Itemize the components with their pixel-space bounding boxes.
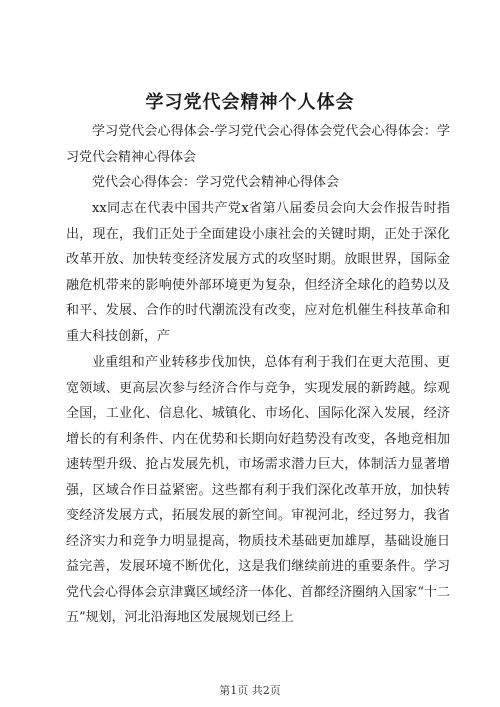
paragraph-1-block (66, 119, 450, 170)
paragraph-2: 党代会心得体会：学习党代会精神心得体会 (92, 175, 340, 190)
document-title: 学习党代会精神个人体会 (145, 92, 355, 113)
page-number-footer: 第1页 共2页 (219, 684, 281, 697)
paragraph-2-block (66, 170, 450, 196)
paragraph-4-block (66, 350, 450, 631)
paragraph-3: xx同志在代表中国共产党x省第八届委员会向大会作报告时指出，现在，我们正处于全面建设小康社会的关键时期，正处于深化改革开放、加快转变经济发展方式的攻坚时期。放眼世界，国际金融危机带来的影响使外部环境更为复杂，但经济全球化的趋势以及和平、发展、合作的时代潮流没有改变，应对危机催生科技革命和重大科技创新，产 (66, 201, 450, 344)
paragraph-4: 业重组和产业转移步伐加快，总体有利于我们在更大范围、更宽领域、更高层次参与经济合作与竞争，实现发展的新跨越。综观全国，工业化、信息化、城镇化、市场化、国际化深入发展，经济增长的有利条件、内在优势和长期向好趋势没有改变，各地竞相加速转型升级、抢占发展先机，市场需求潜力巨大，体制活力显著增强，区域合作日益紧密。这些都有利于我们深化改革开放，加快转变经济发展方式，拓展发展的新空间。审视河北，经过努力，我省经济实力和竞争力明显提高，物质技术基础更加雄厚，基础设施日益完善，发展环境不断优化，这是我们继续前进的重要条件。学习党代会心得体会京津冀区域经济一体化、首都经济圈纳入国家“十二五”规划，河北沿海地区发展规划已经上 (66, 355, 450, 625)
paragraph-1: 学习党代会心得体会-学习党代会心得体会党代会心得体会：学习党代会精神心得体会 (66, 124, 450, 165)
paragraph-3-block (66, 196, 450, 349)
